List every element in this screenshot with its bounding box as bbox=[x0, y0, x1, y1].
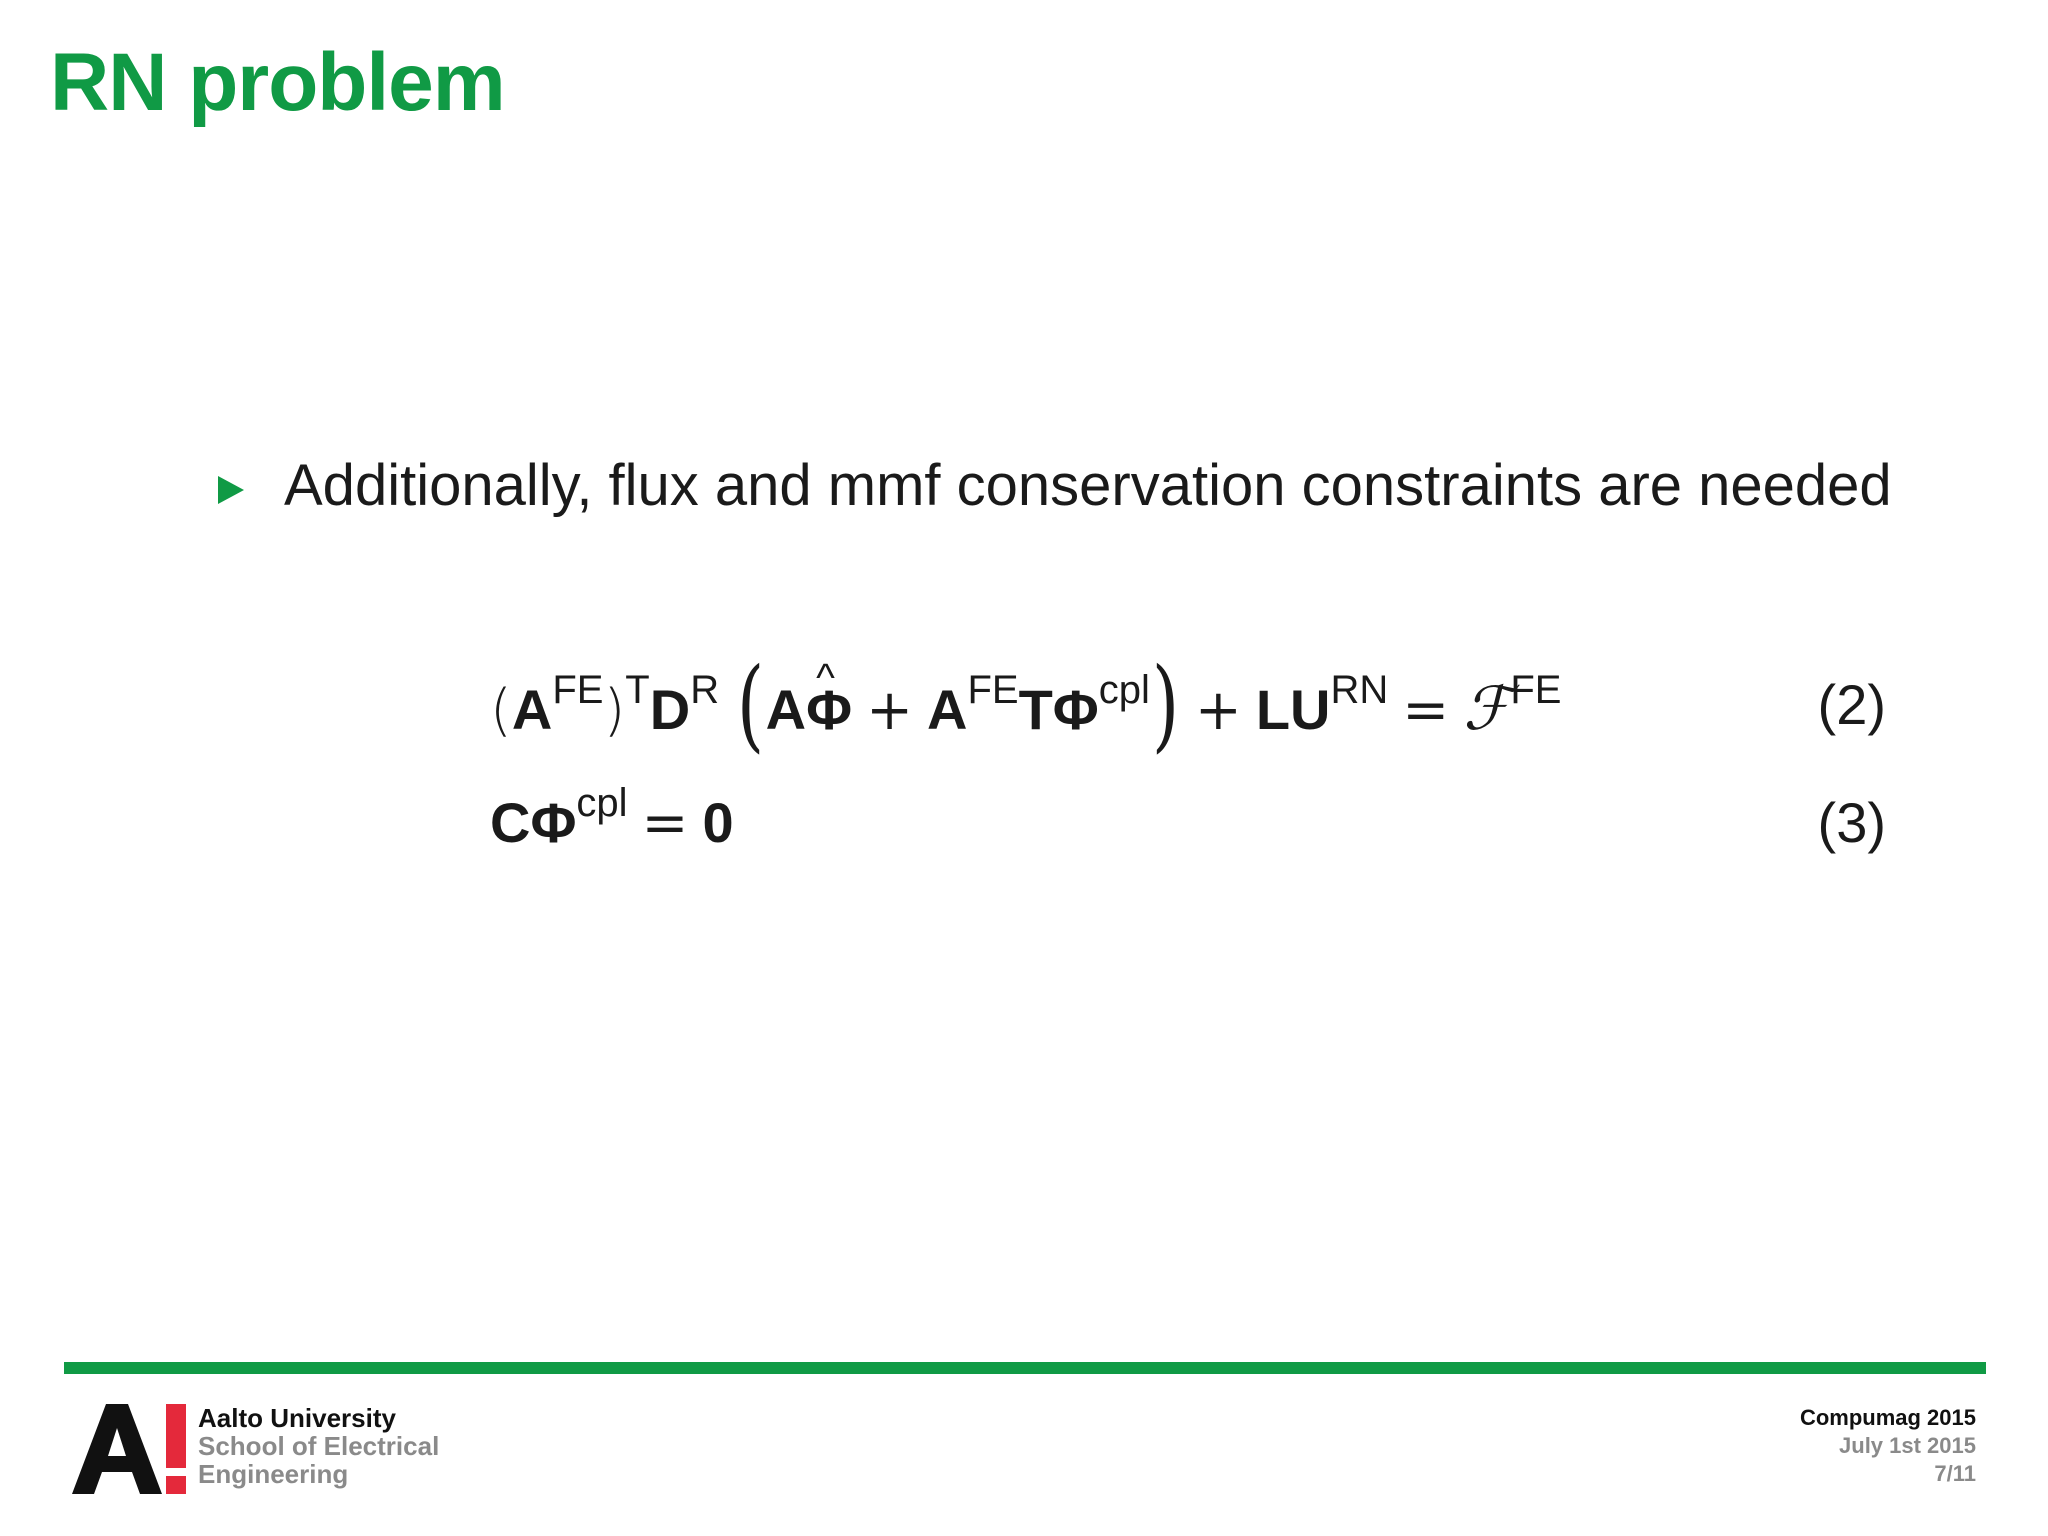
footer-divider bbox=[64, 1362, 1986, 1374]
organization-block bbox=[198, 1404, 439, 1488]
university-name: Aalto University bbox=[198, 1403, 396, 1433]
logo-exclamation-dot bbox=[166, 1476, 186, 1494]
footer-info bbox=[1800, 1404, 1976, 1488]
equation-2-number: (2) bbox=[1817, 673, 1886, 736]
triangle-bullet-icon bbox=[218, 476, 244, 504]
conference-name: Compumag 2015 bbox=[1799, 1405, 1976, 1430]
presentation-date: July 1st 2015 bbox=[1839, 1433, 1976, 1458]
school-name-line1: School of Electrical bbox=[198, 1431, 440, 1461]
page-number: 7/11 bbox=[1934, 1461, 1976, 1486]
bullet-text: Additionally, flux and mmf conservation constraints are needed bbox=[284, 453, 1892, 518]
page-title: RN problem bbox=[50, 37, 505, 128]
aalto-logo bbox=[72, 1404, 190, 1494]
equation-3-formula: $C\Phi^{cpl} = 0$ bbox=[490, 781, 734, 856]
logo-exclamation-bar bbox=[166, 1404, 186, 1468]
school-name-line2: Engineering bbox=[198, 1459, 349, 1489]
equation-2-formula: $(A^{FE})^TD^R$ (A^ $\Phi + A^{FE}T\Phi^{cpl}) + LU^{RN}$ = ℱ$^{FE}$ bbox=[490, 650, 1561, 766]
equation-3-number: (3) bbox=[1817, 791, 1886, 854]
